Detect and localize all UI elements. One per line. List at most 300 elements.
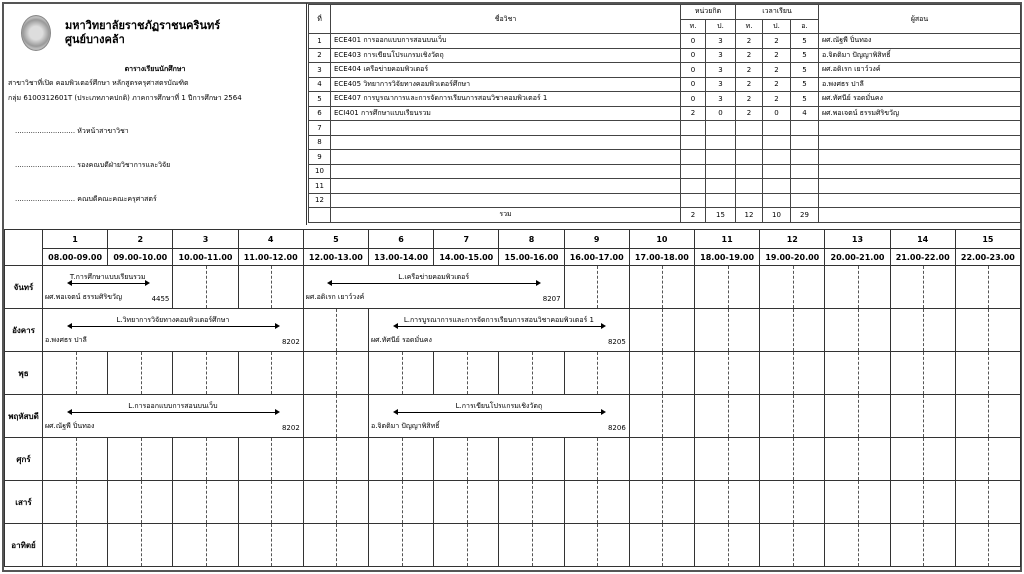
duration-arrow-icon	[331, 283, 537, 284]
course-row	[309, 193, 1021, 208]
period-time: 09.00-10.00	[107, 248, 173, 266]
schedule-cell	[629, 351, 695, 395]
schedule-cell	[107, 480, 173, 524]
class-room: 8207	[542, 295, 561, 303]
course-row	[309, 106, 1021, 121]
schedule-cell	[238, 351, 304, 395]
half-hour-divider	[858, 438, 859, 480]
corner-cell	[4, 229, 43, 266]
period-number: 12	[759, 229, 825, 249]
cell-ho	[791, 164, 819, 179]
schedule-cell	[42, 437, 108, 481]
schedule-cell	[824, 351, 890, 395]
period-number: 10	[629, 229, 695, 249]
cell-no: 2	[309, 48, 331, 63]
schedule-cell	[564, 523, 630, 567]
period-time: 19.00-20.00	[759, 248, 825, 266]
cell-hp	[763, 121, 791, 136]
half-hour-divider	[532, 524, 533, 566]
schedule-cell	[564, 351, 630, 395]
cell-ins: ผศ.อดิเรก เยาว์วงค์	[819, 63, 1021, 78]
half-hour-divider	[728, 395, 729, 437]
col-credit-p: ป.	[706, 19, 736, 34]
cell-cp: 3	[706, 48, 736, 63]
cell-ht: 2	[736, 48, 763, 63]
class-room: 8205	[607, 338, 626, 346]
cell-hp	[763, 193, 791, 208]
total-hp: 10	[763, 208, 791, 223]
class-title: T.การศึกษาแบบเรียนรวม	[69, 273, 146, 281]
schedule-cell	[172, 351, 238, 395]
schedule-cell	[955, 523, 1021, 567]
half-hour-divider	[206, 266, 207, 308]
cell-hp	[763, 179, 791, 194]
class-block	[303, 265, 565, 309]
cell-hp	[763, 150, 791, 165]
col-credit: หน่วยกิต	[681, 5, 736, 20]
period-number: 13	[824, 229, 890, 249]
day-label: จันทร์	[4, 265, 43, 309]
schedule-cell	[890, 523, 956, 567]
schedule-cell	[172, 480, 238, 524]
schedule-cell	[303, 480, 369, 524]
schedule-cell	[824, 437, 890, 481]
period-time: 21.00-22.00	[890, 248, 956, 266]
cell-ht	[736, 135, 763, 150]
half-hour-divider	[793, 395, 794, 437]
cell-hp: 2	[763, 63, 791, 78]
cell-hp: 2	[763, 34, 791, 49]
schedule-cell	[498, 480, 564, 524]
class-room: 8202	[281, 424, 300, 432]
cell-ct	[681, 193, 706, 208]
half-hour-divider	[271, 481, 272, 523]
half-hour-divider	[206, 438, 207, 480]
half-hour-divider	[336, 352, 337, 394]
schedule-cell	[955, 351, 1021, 395]
cell-no: 12	[309, 193, 331, 208]
schedule-cell	[368, 351, 434, 395]
period-number: 6	[368, 229, 434, 249]
cell-cp	[706, 164, 736, 179]
schedule-cell	[303, 394, 369, 438]
cell-hp: 2	[763, 92, 791, 107]
period-time: 14.00-15.00	[433, 248, 499, 266]
class-room: 4455	[151, 295, 170, 303]
schedule-cell	[238, 523, 304, 567]
signature-dean: ........................... คณบดีคณะคณะครุศาสตร์	[15, 195, 157, 203]
half-hour-divider	[532, 352, 533, 394]
cell-cp	[706, 150, 736, 165]
cell-ho	[791, 135, 819, 150]
schedule-cell	[759, 394, 825, 438]
period-number: 1	[42, 229, 108, 249]
course-row	[309, 48, 1021, 63]
period-number: 9	[564, 229, 630, 249]
half-hour-divider	[271, 266, 272, 308]
cell-ct	[681, 135, 706, 150]
cell-name	[331, 135, 681, 150]
half-hour-divider	[76, 438, 77, 480]
schedule-cell	[42, 351, 108, 395]
half-hour-divider	[988, 395, 989, 437]
document-title: ตารางเรียนนักศึกษา	[124, 65, 186, 73]
schedule-cell	[433, 523, 499, 567]
cell-ct: 2	[681, 106, 706, 121]
cell-no: 4	[309, 77, 331, 92]
class-instructor: ผศ.ทัศนีย์ รอดมั่นคง	[371, 336, 432, 344]
schedule-cell	[759, 308, 825, 352]
cell-cp	[706, 121, 736, 136]
period-time: 11.00-12.00	[238, 248, 304, 266]
schedule-cell	[759, 480, 825, 524]
cell-hp	[763, 135, 791, 150]
period-number: 5	[303, 229, 369, 249]
total-ho: 29	[791, 208, 819, 223]
day-label: อาทิตย์	[4, 523, 43, 567]
schedule-cell	[368, 437, 434, 481]
schedule-cell	[955, 308, 1021, 352]
schedule-cell	[629, 308, 695, 352]
half-hour-divider	[597, 438, 598, 480]
cell-name: ECE404 เครือข่ายคอมพิวเตอร์	[331, 63, 681, 78]
schedule-cell	[629, 480, 695, 524]
half-hour-divider	[336, 481, 337, 523]
class-title: L.การบูรณาการและการจัดการเรียนการสอนวิชาคอมพิวเตอร์ 1	[403, 316, 594, 324]
period-number: 14	[890, 229, 956, 249]
schedule-cell	[694, 523, 760, 567]
cell-hp	[763, 164, 791, 179]
schedule-cell	[303, 351, 369, 395]
schedule-cell	[759, 351, 825, 395]
cell-ct: 0	[681, 34, 706, 49]
cell-ct: 0	[681, 63, 706, 78]
schedule-cell	[498, 437, 564, 481]
cell-name: ECI401 การศึกษาแบบเรียนรวม	[331, 106, 681, 121]
half-hour-divider	[662, 309, 663, 351]
cell-name: ECE403 การเขียนโปรแกรมเชิงวัตถุ	[331, 48, 681, 63]
cell-no: 1	[309, 34, 331, 49]
period-number: 8	[498, 229, 564, 249]
schedule-cell	[694, 351, 760, 395]
cell-ht	[736, 193, 763, 208]
schedule-cell	[238, 437, 304, 481]
total-label: รวม	[331, 208, 681, 223]
half-hour-divider	[141, 438, 142, 480]
course-row	[309, 150, 1021, 165]
course-row	[309, 121, 1021, 136]
class-block	[42, 265, 173, 309]
half-hour-divider	[858, 481, 859, 523]
half-hour-divider	[206, 352, 207, 394]
half-hour-divider	[858, 266, 859, 308]
class-title: L.การออกแบบการสอนบนเว็บ	[128, 402, 218, 410]
schedule-cell	[955, 437, 1021, 481]
cell-no: 8	[309, 135, 331, 150]
cell-ins	[819, 164, 1021, 179]
cell-ht: 2	[736, 106, 763, 121]
half-hour-divider	[923, 481, 924, 523]
half-hour-divider	[793, 524, 794, 566]
cell-ho: 5	[791, 77, 819, 92]
course-row	[309, 92, 1021, 107]
cell-ho: 5	[791, 92, 819, 107]
day-label: เสาร์	[4, 480, 43, 524]
half-hour-divider	[662, 352, 663, 394]
col-hours-p: ป.	[763, 19, 791, 34]
class-room: 8206	[607, 424, 626, 432]
schedule-cell	[824, 480, 890, 524]
schedule-cell	[107, 351, 173, 395]
cell-hp: 0	[763, 106, 791, 121]
duration-arrow-icon	[71, 326, 277, 327]
schedule-cell	[172, 523, 238, 567]
class-title: L.การเขียนโปรแกรมเชิงวัตถุ	[455, 402, 543, 410]
col-instructor: ผู้สอน	[819, 5, 1021, 34]
schedule-cell	[107, 523, 173, 567]
schedule-cell	[564, 265, 630, 309]
day-label: อังคาร	[4, 308, 43, 352]
class-room: 8202	[281, 338, 300, 346]
schedule-cell	[694, 480, 760, 524]
cell-ct	[681, 121, 706, 136]
period-number: 11	[694, 229, 760, 249]
schedule-cell	[303, 308, 369, 352]
half-hour-divider	[271, 438, 272, 480]
schedule-cell	[694, 394, 760, 438]
class-instructor: ผศ.พอเจตน์ ธรรมศิริขวัญ	[45, 293, 122, 301]
cell-ho: 5	[791, 48, 819, 63]
cell-name	[331, 150, 681, 165]
cell-empty	[819, 208, 1021, 223]
schedule-cell	[564, 480, 630, 524]
half-hour-divider	[662, 481, 663, 523]
period-number: 4	[238, 229, 304, 249]
half-hour-divider	[141, 352, 142, 394]
cell-no: 7	[309, 121, 331, 136]
cell-empty	[309, 208, 331, 223]
col-name: ชื่อวิชา	[331, 5, 681, 34]
cell-ht: 2	[736, 34, 763, 49]
cell-ct	[681, 150, 706, 165]
class-block	[368, 308, 630, 352]
cell-ho: 5	[791, 63, 819, 78]
university-name	[65, 19, 220, 47]
cell-ht	[736, 179, 763, 194]
duration-arrow-icon	[397, 412, 603, 413]
period-time: 22.00-23.00	[955, 248, 1021, 266]
course-row	[309, 77, 1021, 92]
class-block	[368, 394, 630, 438]
half-hour-divider	[141, 524, 142, 566]
half-hour-divider	[662, 395, 663, 437]
cell-ct	[681, 179, 706, 194]
cell-no: 10	[309, 164, 331, 179]
schedule-cell	[890, 437, 956, 481]
half-hour-divider	[923, 352, 924, 394]
schedule-cell	[498, 523, 564, 567]
half-hour-divider	[793, 438, 794, 480]
cell-ins: ผศ.ณัฐพี ปิ่นทอง	[819, 34, 1021, 49]
half-hour-divider	[271, 352, 272, 394]
cell-no: 6	[309, 106, 331, 121]
schedule-cell	[955, 480, 1021, 524]
schedule-cell	[498, 351, 564, 395]
half-hour-divider	[728, 309, 729, 351]
cell-ins: ผศ.ทัศนีย์ รอดมั่นคง	[819, 92, 1021, 107]
schedule-cell	[303, 523, 369, 567]
half-hour-divider	[793, 266, 794, 308]
half-hour-divider	[76, 352, 77, 394]
cell-no: 3	[309, 63, 331, 78]
header-panel	[3, 3, 307, 225]
half-hour-divider	[206, 524, 207, 566]
cell-ins: อ.จิตติมา ปัญญาพิสิทธิ์	[819, 48, 1021, 63]
half-hour-divider	[923, 524, 924, 566]
schedule-cell	[824, 308, 890, 352]
schedule-cell	[890, 480, 956, 524]
half-hour-divider	[76, 524, 77, 566]
cell-cp: 0	[706, 106, 736, 121]
half-hour-divider	[988, 438, 989, 480]
cell-name: ECE401 การออกแบบการสอนบนเว็บ	[331, 34, 681, 49]
period-time: 12.00-13.00	[303, 248, 369, 266]
col-credit-t: ท.	[681, 19, 706, 34]
half-hour-divider	[597, 481, 598, 523]
half-hour-divider	[402, 481, 403, 523]
half-hour-divider	[336, 309, 337, 351]
duration-arrow-icon	[397, 326, 603, 327]
schedule-cell	[955, 394, 1021, 438]
campus-name: ศูนย์บางคล้า	[65, 33, 125, 46]
half-hour-divider	[402, 438, 403, 480]
schedule-cell	[172, 437, 238, 481]
cell-ho	[791, 179, 819, 194]
duration-arrow-icon	[71, 283, 146, 284]
schedule-cell	[890, 394, 956, 438]
half-hour-divider	[728, 266, 729, 308]
university-title: มหาวิทยาลัยราชภัฏราชนครินทร์	[65, 19, 221, 32]
schedule-cell	[890, 265, 956, 309]
day-label: ศุกร์	[4, 437, 43, 481]
half-hour-divider	[532, 481, 533, 523]
schedule-cell	[433, 480, 499, 524]
day-label: พุธ	[4, 351, 43, 395]
half-hour-divider	[467, 352, 468, 394]
period-time: 13.00-14.00	[368, 248, 434, 266]
half-hour-divider	[923, 266, 924, 308]
schedule-cell	[107, 437, 173, 481]
half-hour-divider	[597, 352, 598, 394]
cell-ct: 0	[681, 92, 706, 107]
cell-ins: ผศ.พอเจตน์ ธรรมศิริขวัญ	[819, 106, 1021, 121]
course-row	[309, 179, 1021, 194]
period-time: 17.00-18.00	[629, 248, 695, 266]
half-hour-divider	[271, 524, 272, 566]
half-hour-divider	[597, 524, 598, 566]
cell-hp: 2	[763, 48, 791, 63]
cell-ho	[791, 150, 819, 165]
half-hour-divider	[988, 481, 989, 523]
cell-no: 9	[309, 150, 331, 165]
cell-ho	[791, 193, 819, 208]
cell-ht	[736, 150, 763, 165]
schedule-cell	[629, 265, 695, 309]
half-hour-divider	[467, 481, 468, 523]
period-number: 3	[172, 229, 238, 249]
class-instructor: อ.พงศธร ปาลี	[45, 336, 87, 344]
class-instructor: ผศ.ณัฐพี ปิ่นทอง	[45, 422, 95, 430]
schedule-cell	[955, 265, 1021, 309]
half-hour-divider	[206, 481, 207, 523]
half-hour-divider	[923, 309, 924, 351]
half-hour-divider	[402, 524, 403, 566]
program-line: สาขาวิชาที่เปิด คอมพิวเตอร์ศึกษา หลักสูตรครุศาสตรบัณฑิต	[8, 79, 189, 87]
cell-ht: 2	[736, 63, 763, 78]
period-time: 10.00-11.00	[172, 248, 238, 266]
schedule-cell	[824, 523, 890, 567]
schedule-cell	[694, 265, 760, 309]
half-hour-divider	[76, 481, 77, 523]
cell-ho	[791, 121, 819, 136]
signature-head: ........................... หัวหน้าสาขาวิชา	[15, 127, 129, 135]
period-number: 15	[955, 229, 1021, 249]
cell-ct: 0	[681, 48, 706, 63]
col-hours-t: ท.	[736, 19, 763, 34]
cell-name	[331, 121, 681, 136]
class-title: L.วิทยาการวิจัยทางคอมพิวเตอร์ศึกษา	[116, 316, 230, 324]
schedule-cell	[42, 523, 108, 567]
class-block	[42, 308, 304, 352]
schedule-cell	[629, 437, 695, 481]
university-seal-logo	[21, 15, 51, 51]
half-hour-divider	[923, 438, 924, 480]
half-hour-divider	[467, 438, 468, 480]
class-instructor: อ.จิตติมา ปัญญาพิสิทธิ์	[371, 422, 440, 430]
total-row	[309, 208, 1021, 223]
cell-ins	[819, 179, 1021, 194]
schedule-cell	[172, 265, 238, 309]
schedule-cell	[238, 480, 304, 524]
half-hour-divider	[793, 352, 794, 394]
schedule-cell	[824, 265, 890, 309]
day-label: พฤหัสบดี	[4, 394, 43, 438]
cell-ct	[681, 164, 706, 179]
half-hour-divider	[467, 524, 468, 566]
schedule-cell	[694, 308, 760, 352]
cell-cp: 3	[706, 63, 736, 78]
cell-name	[331, 164, 681, 179]
half-hour-divider	[597, 266, 598, 308]
schedule-cell	[759, 523, 825, 567]
group-line: กลุ่ม 6100312601T (ประเภทภาคปกติ) ภาคการศึกษาที่ 1 ปีการศึกษา 2564	[8, 94, 242, 102]
half-hour-divider	[141, 481, 142, 523]
course-row	[309, 34, 1021, 49]
half-hour-divider	[728, 438, 729, 480]
course-row	[309, 164, 1021, 179]
cell-ins: อ.พงศธร ปาลี	[819, 77, 1021, 92]
schedule-cell	[564, 437, 630, 481]
half-hour-divider	[988, 309, 989, 351]
cell-ins	[819, 150, 1021, 165]
course-row	[309, 135, 1021, 150]
period-time: 20.00-21.00	[824, 248, 890, 266]
schedule-cell	[824, 394, 890, 438]
half-hour-divider	[793, 481, 794, 523]
schedule-cell	[759, 437, 825, 481]
half-hour-divider	[988, 352, 989, 394]
cell-ht: 2	[736, 92, 763, 107]
